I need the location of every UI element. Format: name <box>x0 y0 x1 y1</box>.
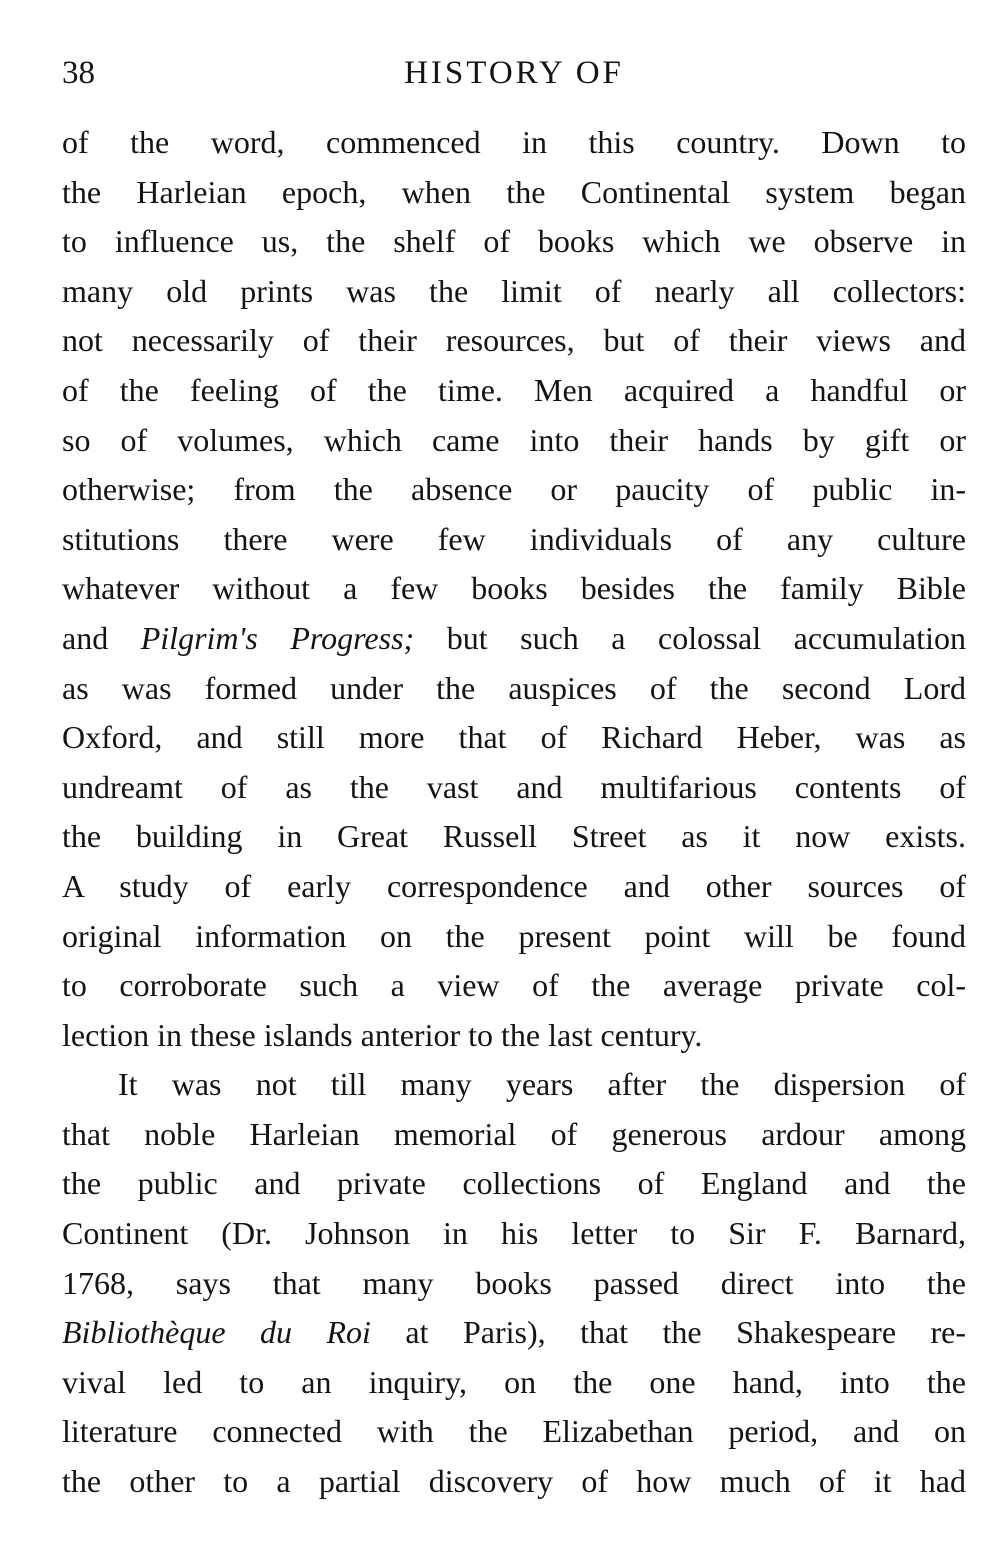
italic-title: Pilgrim's Progress; <box>140 619 415 656</box>
line-segment: at Paris), that the Shakespeare re- <box>370 1314 967 1351</box>
text-line: literature connected with the Elizabethan period, and on <box>62 1413 966 1450</box>
text-line: Continent (Dr. Johnson in his letter to Sir F. Barnard, <box>62 1215 966 1252</box>
text-line: otherwise; from the absence or paucity of public in- <box>62 471 966 508</box>
text-line: the building in Great Russell Street as it now exists. <box>62 818 966 855</box>
text-line: the Harleian epoch, when the Continental system began <box>62 173 966 210</box>
text-line: to corroborate such a view of the average private col- <box>62 967 966 1004</box>
text-line: to influence us, the shelf of books which we observe in <box>62 223 966 260</box>
text-line: the public and private collections of England and the <box>62 1165 966 1202</box>
text-line: not necessarily of their resources, but of their views and <box>62 322 966 359</box>
text-line: of the feeling of the time. Men acquired a handful or <box>62 371 966 408</box>
text-line: A study of early correspondence and other sources of <box>62 867 966 904</box>
running-head: HISTORY OF <box>404 55 624 91</box>
text-line-with-italic <box>62 614 966 664</box>
text-line: vival led to an inquiry, on the one hand, into the <box>62 1363 966 1400</box>
line-segment: and <box>62 619 141 656</box>
text-line: so of volumes, which came into their hands by gift or <box>62 421 966 458</box>
text-line: undreamt of as the vast and multifarious contents of <box>62 768 966 805</box>
text-line: original information on the present point will be found <box>62 917 966 954</box>
text-line: whatever without a few books besides the family Bible <box>62 570 966 607</box>
text-line: stitutions there were few individuals of any culture <box>62 520 966 557</box>
line-segment: but such a colossal accumulation <box>414 619 967 656</box>
text-line: of the word, commenced in this country. Down to <box>62 124 966 160</box>
text-line: as was formed under the auspices of the second Lord <box>62 669 966 706</box>
text-line: It was not till many years after the dispersion of <box>118 1066 966 1103</box>
text-line: 1768, says that many books passed direct into the <box>62 1264 966 1301</box>
text-line: many old prints was the limit of nearly all collectors: <box>62 272 966 309</box>
page-number: 38 <box>62 55 95 91</box>
text-line: the other to a partial discovery of how much of it had <box>62 1463 966 1500</box>
text-line: lection in these islands anterior to the last century. <box>62 1016 703 1053</box>
text-line: that noble Harleian memorial of generous ardour among <box>62 1115 966 1152</box>
page-header <box>62 46 966 100</box>
text-line: Oxford, and still more that of Richard Heber, was as <box>62 719 966 756</box>
italic-title: Bibliothèque du Roi <box>62 1314 371 1351</box>
text-line-with-italic <box>62 1308 966 1358</box>
body-text <box>62 118 966 1507</box>
